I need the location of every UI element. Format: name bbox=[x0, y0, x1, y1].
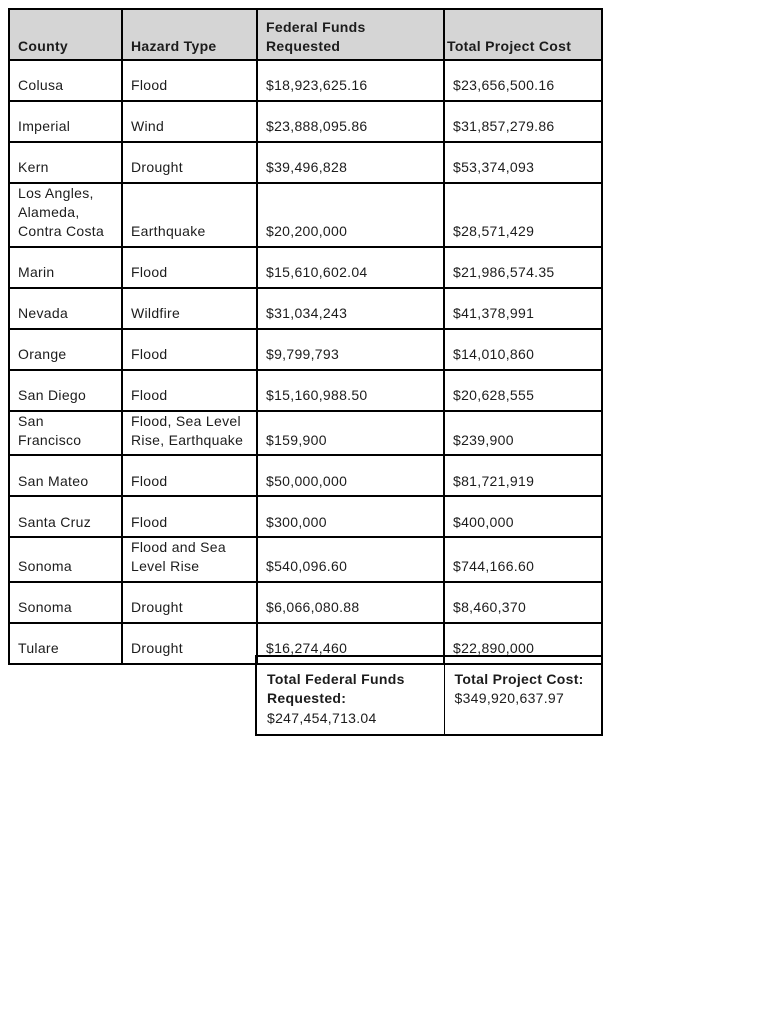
cell-federal-funds-requested: $39,496,828 bbox=[257, 142, 444, 183]
cell-federal-funds-requested: $300,000 bbox=[257, 496, 444, 537]
column-header-hazard-type bbox=[122, 9, 257, 60]
total-federal-funds-cell bbox=[256, 656, 444, 735]
column-header-county bbox=[9, 9, 122, 60]
cell-hazard-type: Earthquake bbox=[122, 183, 257, 247]
cell-hazard-type: Flood bbox=[122, 370, 257, 411]
table-row bbox=[9, 370, 602, 411]
cell-county: Sonoma bbox=[9, 582, 122, 623]
table-row bbox=[9, 582, 602, 623]
cell-federal-funds-requested: $540,096.60 bbox=[257, 537, 444, 582]
table-row bbox=[9, 183, 602, 247]
column-header-total-cost-label: Total Project Cost bbox=[447, 38, 572, 55]
cell-county: Los Angles, Alameda, Contra Costa bbox=[9, 183, 122, 247]
cell-hazard-type: Drought bbox=[122, 623, 257, 664]
table-row bbox=[9, 247, 602, 288]
cell-total-project-cost: $31,857,279.86 bbox=[444, 101, 602, 142]
cell-county: Colusa bbox=[9, 60, 122, 101]
cell-hazard-type: Flood bbox=[122, 496, 257, 537]
table-row bbox=[9, 329, 602, 370]
cell-hazard-type: Flood bbox=[122, 455, 257, 496]
table-row bbox=[9, 537, 602, 582]
cell-total-project-cost: $8,460,370 bbox=[444, 582, 602, 623]
table-header-row bbox=[9, 9, 602, 60]
column-header-hazard-type-label: Hazard Type bbox=[131, 38, 217, 55]
cell-total-project-cost: $53,374,093 bbox=[444, 142, 602, 183]
table-row bbox=[9, 142, 602, 183]
total-project-cost-value: $349,920,637.97 bbox=[454, 690, 565, 707]
cell-total-project-cost: $22,890,000 bbox=[444, 623, 602, 664]
totals-summary-box bbox=[255, 655, 603, 736]
cell-hazard-type: Flood and Sea Level Rise bbox=[122, 537, 257, 582]
cell-hazard-type: Drought bbox=[122, 582, 257, 623]
cell-federal-funds-requested: $6,066,080.88 bbox=[257, 582, 444, 623]
cell-county: Orange bbox=[9, 329, 122, 370]
table-row bbox=[9, 101, 602, 142]
cell-county: San Diego bbox=[9, 370, 122, 411]
table-body bbox=[9, 60, 602, 664]
total-federal-funds-label: Total Federal Funds Requested: bbox=[267, 671, 405, 707]
cell-hazard-type: Flood bbox=[122, 247, 257, 288]
cell-federal-funds-requested: $23,888,095.86 bbox=[257, 101, 444, 142]
cell-federal-funds-requested: $20,200,000 bbox=[257, 183, 444, 247]
cell-total-project-cost: $21,986,574.35 bbox=[444, 247, 602, 288]
cell-hazard-type: Flood bbox=[122, 60, 257, 101]
cell-county: Santa Cruz bbox=[9, 496, 122, 537]
cell-total-project-cost: $41,378,991 bbox=[444, 288, 602, 329]
cell-county: San Francisco bbox=[9, 411, 122, 456]
cell-county: San Mateo bbox=[9, 455, 122, 496]
cell-federal-funds-requested: $9,799,793 bbox=[257, 329, 444, 370]
table-row bbox=[9, 60, 602, 101]
table-row bbox=[9, 496, 602, 537]
table-row bbox=[9, 288, 602, 329]
cell-federal-funds-requested: $16,274,460 bbox=[257, 623, 444, 664]
cell-county: Marin bbox=[9, 247, 122, 288]
cell-county: Imperial bbox=[9, 101, 122, 142]
cell-hazard-type: Flood bbox=[122, 329, 257, 370]
hazard-funding-table bbox=[8, 8, 603, 665]
cell-federal-funds-requested: $31,034,243 bbox=[257, 288, 444, 329]
cell-federal-funds-requested: $50,000,000 bbox=[257, 455, 444, 496]
cell-federal-funds-requested: $15,160,988.50 bbox=[257, 370, 444, 411]
cell-total-project-cost: $14,010,860 bbox=[444, 329, 602, 370]
cell-federal-funds-requested: $18,923,625.16 bbox=[257, 60, 444, 101]
cell-total-project-cost: $400,000 bbox=[444, 496, 602, 537]
cell-hazard-type: Flood, Sea Level Rise, Earthquake bbox=[122, 411, 257, 456]
column-header-federal-funds-label: Federal Funds Requested bbox=[266, 19, 366, 55]
cell-total-project-cost: $23,656,500.16 bbox=[444, 60, 602, 101]
column-header-federal-funds bbox=[257, 9, 444, 60]
cell-total-project-cost: $239,900 bbox=[444, 411, 602, 456]
cell-county: Sonoma bbox=[9, 537, 122, 582]
cell-county: Kern bbox=[9, 142, 122, 183]
cell-total-project-cost: $20,628,555 bbox=[444, 370, 602, 411]
cell-hazard-type: Drought bbox=[122, 142, 257, 183]
column-header-county-label: County bbox=[18, 38, 69, 55]
cell-county: Nevada bbox=[9, 288, 122, 329]
cell-hazard-type: Wind bbox=[122, 101, 257, 142]
cell-county: Tulare bbox=[9, 623, 122, 664]
total-project-cost-cell bbox=[444, 656, 602, 735]
column-header-total-cost bbox=[444, 9, 602, 60]
table-row bbox=[9, 411, 602, 456]
table-row bbox=[9, 455, 602, 496]
cell-total-project-cost: $744,166.60 bbox=[444, 537, 602, 582]
cell-total-project-cost: $28,571,429 bbox=[444, 183, 602, 247]
total-project-cost-label: Total Project Cost: bbox=[454, 671, 584, 687]
cell-hazard-type: Wildfire bbox=[122, 288, 257, 329]
total-federal-funds-value: $247,454,713.04 bbox=[267, 709, 377, 726]
cell-federal-funds-requested: $159,900 bbox=[257, 411, 444, 456]
cell-total-project-cost: $81,721,919 bbox=[444, 455, 602, 496]
cell-federal-funds-requested: $15,610,602.04 bbox=[257, 247, 444, 288]
